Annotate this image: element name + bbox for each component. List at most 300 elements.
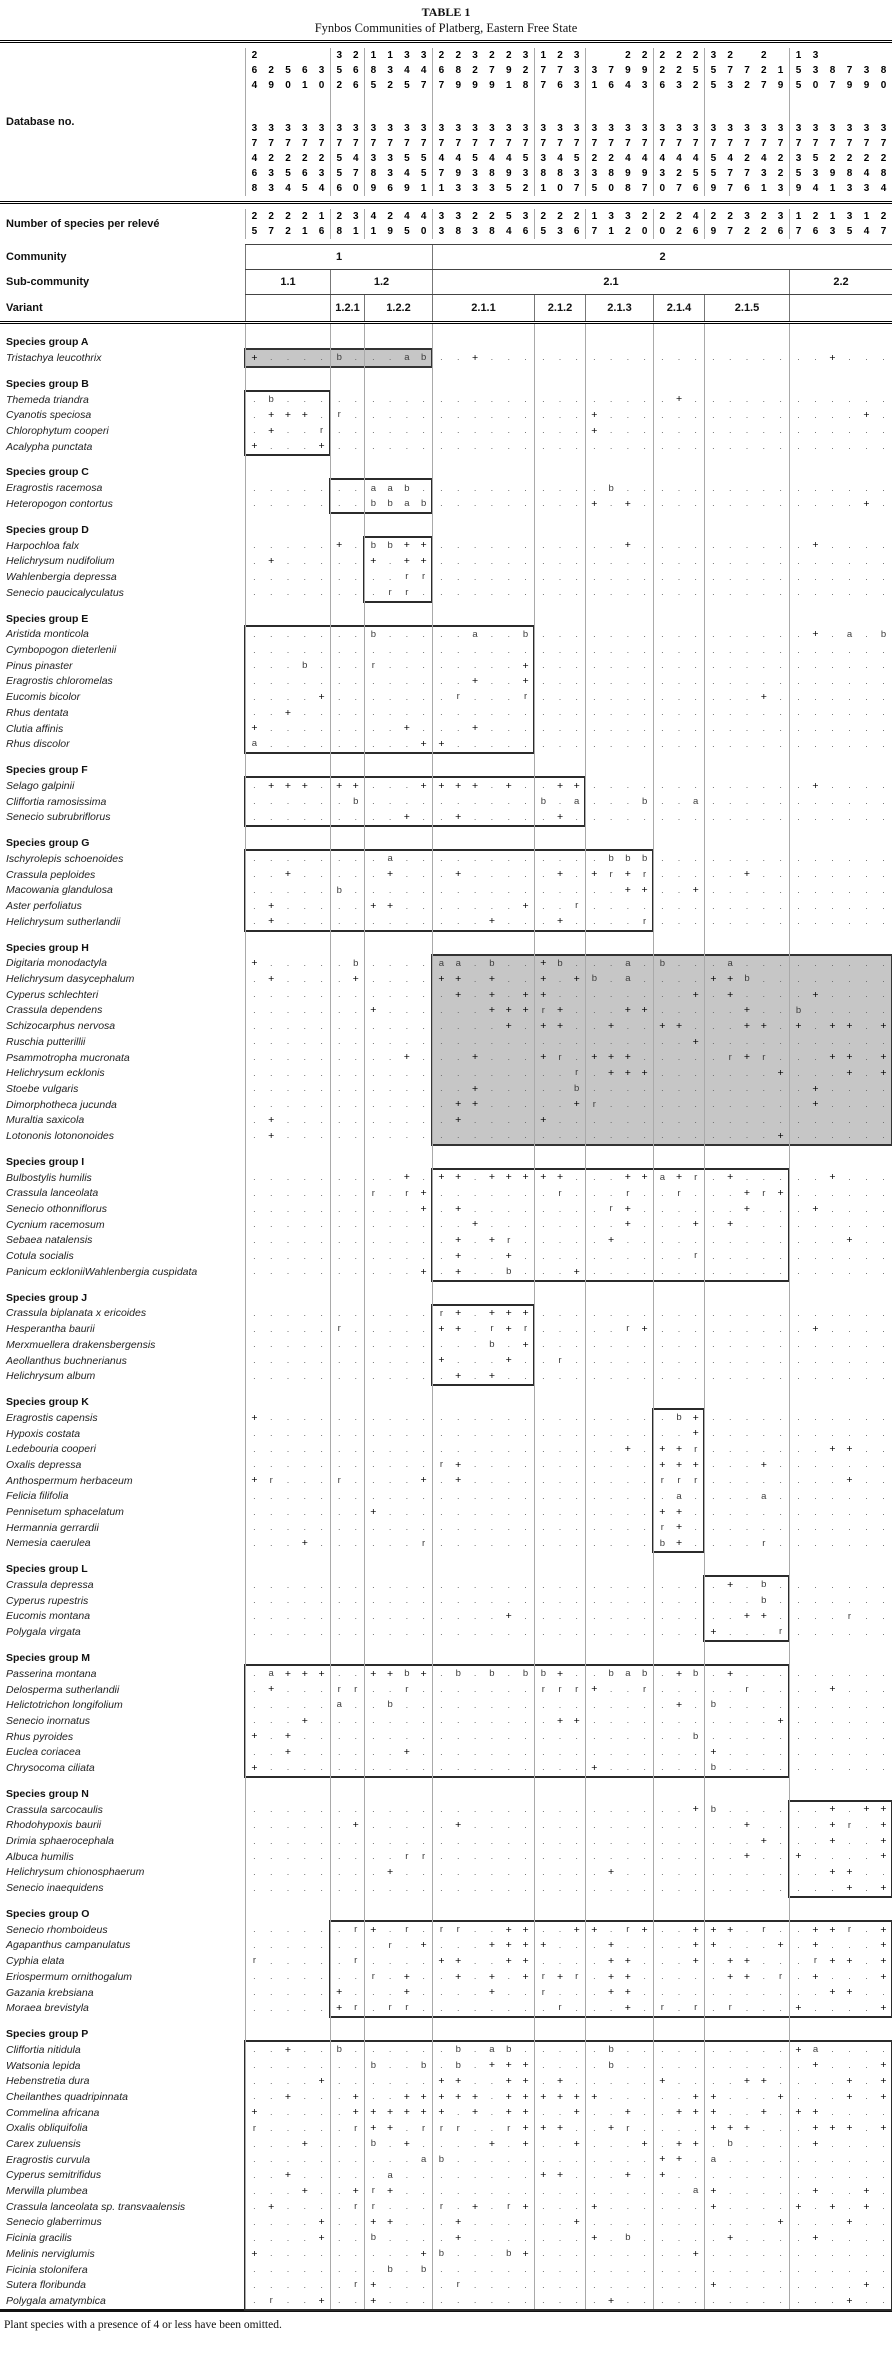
table-row [0, 1248, 892, 1264]
presence-symbol: . [269, 723, 273, 734]
presence-symbol: + [624, 868, 631, 881]
presence-symbol: . [490, 1130, 494, 1141]
group-2-cell [330, 809, 364, 825]
presence-symbol: . [286, 1475, 290, 1486]
group-9-cell [789, 930, 892, 956]
presence-symbol: . [354, 1339, 357, 1350]
group-4-cell [432, 93, 534, 121]
group-6-cell [585, 1050, 653, 1066]
presence-symbol: + [829, 1443, 836, 1456]
presence-symbol: . [354, 1866, 357, 1877]
group-5-cell [534, 1849, 585, 1865]
presence-symbol: . [745, 1668, 749, 1679]
presence-symbol: . [303, 394, 307, 405]
table-row [0, 1201, 892, 1217]
group-5-cell [534, 1593, 585, 1609]
presence-symbol: r [694, 1474, 698, 1486]
variant-row-value: 2.1.4 [653, 295, 704, 321]
presence-symbol: . [728, 587, 732, 598]
presence-symbol: . [728, 1835, 732, 1846]
presence-symbol: . [865, 1234, 868, 1245]
group-1-cell [245, 1520, 330, 1536]
group-3-cell [364, 350, 432, 366]
presence-symbol: . [286, 1684, 290, 1695]
group-7-cell [653, 1186, 704, 1202]
presence-symbol: . [507, 1699, 510, 1710]
presence-symbol: . [745, 540, 749, 551]
presence-symbol: . [354, 1323, 357, 1334]
presence-symbol: . [422, 1684, 425, 1695]
database-digit: 3 [489, 122, 495, 134]
presence-symbol: . [524, 1443, 527, 1454]
presence-symbol: . [797, 1172, 800, 1183]
group-6-cell [585, 1682, 653, 1698]
table-row [0, 930, 892, 956]
presence-symbol: . [762, 660, 766, 671]
presence-symbol: . [354, 1579, 357, 1590]
presence-symbol: . [814, 1250, 817, 1261]
presence-symbol: . [814, 409, 817, 420]
presence-symbol: . [507, 1187, 510, 1198]
presence-symbol: . [779, 1443, 782, 1454]
row-label: Muraltia saxicola [6, 1114, 85, 1127]
presence-symbol: + [727, 972, 734, 985]
presence-symbol: . [609, 1699, 613, 1710]
group-7-cell [653, 642, 704, 658]
presence-symbol: . [507, 1684, 510, 1695]
row-label: Ischyrolepis schoenoides [6, 852, 124, 865]
group-8-cell [704, 538, 789, 554]
group-4-cell [432, 1833, 534, 1849]
presence-symbol: . [269, 738, 273, 749]
presence-symbol: . [354, 644, 357, 655]
presence-symbol: . [728, 1020, 732, 1031]
presence-symbol: . [593, 1490, 596, 1501]
presence-symbol: r [269, 1474, 273, 1486]
group-2-cell [330, 1536, 364, 1552]
group-7-cell [653, 1729, 704, 1745]
presence-symbol: . [779, 1804, 782, 1815]
group-7-cell [653, 1321, 704, 1337]
presence-symbol: . [728, 644, 732, 655]
presence-symbol: . [405, 1266, 409, 1277]
row-label: Clutia affinis [6, 722, 64, 735]
presence-symbol: . [882, 1715, 885, 1726]
presence-symbol: . [507, 498, 510, 509]
presence-symbol: . [745, 1234, 749, 1245]
presence-symbol: . [422, 1412, 425, 1423]
presence-symbol: . [831, 691, 834, 702]
presence-symbol: . [814, 1172, 817, 1183]
group-3-cell [364, 1802, 432, 1818]
group-4-cell [432, 48, 534, 63]
presence-symbol: . [542, 1234, 545, 1245]
presence-symbol: . [354, 1428, 357, 1439]
presence-symbol: . [303, 1443, 307, 1454]
presence-symbol: . [728, 1443, 732, 1454]
presence-symbol: . [253, 1067, 256, 1078]
database-digit: 7 [540, 64, 547, 76]
presence-symbol: . [694, 1762, 697, 1773]
group-6-cell [585, 136, 653, 151]
presence-symbol: . [661, 1851, 664, 1862]
group-2-cell [330, 121, 364, 136]
presence-symbol: . [694, 1595, 697, 1606]
presence-symbol: . [405, 1250, 409, 1261]
presence-symbol: . [814, 1668, 817, 1679]
group-7-cell [653, 423, 704, 439]
presence-symbol: r [422, 1850, 426, 1862]
group-6-cell [585, 1186, 653, 1202]
presence-symbol: r [541, 1004, 545, 1016]
presence-symbol: . [507, 540, 510, 551]
table-row [0, 1186, 892, 1202]
group-5-cell [534, 1744, 585, 1760]
group-4-cell [432, 778, 534, 794]
presence-symbol: . [269, 989, 273, 1000]
presence-symbol: . [831, 869, 834, 880]
presence-symbol: . [593, 1715, 596, 1726]
presence-symbol: . [507, 900, 510, 911]
presence-symbol: . [507, 555, 510, 566]
group-2-cell [330, 1170, 364, 1186]
presence-symbol: . [542, 1522, 545, 1533]
presence-symbol: . [575, 1114, 578, 1125]
presence-symbol: . [593, 1819, 596, 1830]
presence-symbol: . [575, 1339, 578, 1350]
presence-symbol: + [727, 1667, 734, 1680]
presence-symbol: . [490, 1537, 494, 1548]
presence-symbol: . [626, 1083, 630, 1094]
presence-symbol: . [405, 1099, 409, 1110]
database-digit: 5 [472, 152, 478, 164]
group-5-cell [534, 392, 585, 408]
presence-symbol: . [865, 869, 868, 880]
table-row [0, 1050, 892, 1066]
presence-symbol: . [440, 1715, 443, 1726]
group-7-cell [653, 48, 704, 63]
presence-symbol: . [507, 587, 510, 598]
presence-symbol: . [712, 628, 715, 639]
group-6-cell [585, 627, 653, 643]
group-2-cell [330, 1353, 364, 1369]
database-digit: 1 [829, 182, 836, 194]
table-row [0, 752, 892, 778]
presence-symbol: . [269, 1731, 273, 1742]
presence-symbol: . [609, 1684, 613, 1695]
presence-symbol: . [593, 628, 596, 639]
presence-symbol: . [388, 571, 392, 582]
presence-symbol: . [728, 1851, 732, 1862]
database-digit: 5 [522, 152, 529, 164]
database-digit: 3 [641, 79, 648, 91]
group-2-cell [330, 914, 364, 930]
presence-symbol: . [473, 1475, 477, 1486]
presence-symbol: . [575, 691, 578, 702]
database-digit: 2 [829, 152, 836, 164]
presence-symbol: . [456, 1412, 460, 1423]
presence-symbol: . [865, 1610, 868, 1621]
species-count-digit: 3 [744, 210, 750, 222]
presence-symbol: . [745, 1715, 749, 1726]
group-7-cell [653, 151, 704, 166]
presence-symbol: . [814, 1626, 817, 1637]
presence-symbol: . [677, 1323, 681, 1334]
presence-symbol: + [352, 1819, 359, 1832]
group-1-cell [245, 121, 330, 136]
presence-symbol: . [456, 1187, 460, 1198]
presence-symbol: . [745, 738, 749, 749]
presence-symbol: . [388, 884, 392, 895]
presence-symbol: . [694, 1851, 697, 1862]
group-6-cell [585, 1097, 653, 1113]
group-8-cell [704, 48, 789, 63]
presence-symbol: . [303, 1459, 307, 1470]
database-digit: 2 [761, 49, 767, 61]
presence-symbol: . [422, 957, 425, 968]
presence-symbol: . [524, 1412, 527, 1423]
group-4-cell [432, 569, 534, 585]
presence-symbol: . [661, 1036, 664, 1047]
presence-symbol: . [303, 1307, 307, 1318]
presence-symbol: . [762, 1443, 766, 1454]
group-8-cell [704, 825, 789, 851]
presence-symbol: + [284, 706, 292, 719]
presence-symbol: . [337, 1835, 341, 1846]
presence-symbol: . [253, 1323, 256, 1334]
presence-symbol: . [779, 723, 782, 734]
presence-symbol: + [387, 868, 394, 881]
presence-symbol: . [372, 1522, 375, 1533]
database-digit: 3 [863, 182, 870, 194]
presence-symbol: . [388, 628, 392, 639]
presence-symbol: . [286, 1866, 290, 1877]
group-7-cell [653, 1536, 704, 1552]
group-4-cell [432, 1441, 534, 1457]
presence-symbol: . [320, 1804, 323, 1815]
presence-symbol: . [661, 869, 664, 880]
presence-symbol: b [761, 1579, 767, 1591]
presence-symbol: . [524, 1506, 527, 1517]
presence-symbol: . [661, 1203, 664, 1214]
group-6-cell [585, 585, 653, 601]
presence-symbol: . [286, 1626, 290, 1637]
presence-symbol: . [388, 1004, 392, 1015]
presence-symbol: . [286, 441, 290, 452]
presence-symbol: . [490, 691, 494, 702]
group-8-cell [704, 224, 789, 239]
presence-symbol: + [743, 1019, 751, 1032]
presence-symbol: . [831, 425, 834, 436]
presence-symbol: . [542, 1266, 545, 1277]
row-label: Cliffortia ramosissima [6, 795, 107, 808]
database-digit: 5 [710, 152, 717, 164]
presence-symbol: . [848, 1323, 851, 1334]
group-8-cell [704, 987, 789, 1003]
presence-symbol: + [675, 1505, 683, 1518]
presence-symbol: . [694, 1187, 697, 1198]
presence-symbol: . [354, 1412, 357, 1423]
group-7-cell [653, 987, 704, 1003]
presence-symbol: . [626, 660, 630, 671]
group-3-cell [364, 1081, 432, 1097]
presence-symbol: . [643, 1506, 646, 1517]
presence-symbol: . [779, 1172, 782, 1183]
presence-symbol: . [320, 587, 323, 598]
group-5-cell [534, 407, 585, 423]
presence-symbol: . [865, 916, 868, 927]
presence-symbol: . [372, 1020, 375, 1031]
group-6-cell [585, 658, 653, 674]
presence-symbol: . [609, 571, 613, 582]
presence-symbol: . [422, 1067, 425, 1078]
presence-symbol: . [882, 957, 885, 968]
database-digit: 2 [676, 64, 682, 76]
presence-symbol: . [661, 1266, 664, 1277]
presence-symbol: . [422, 1099, 425, 1110]
database-digit: 3 [318, 64, 325, 76]
presence-symbol: . [473, 1579, 477, 1590]
presence-symbol: + [675, 1458, 683, 1471]
group-4-cell [432, 1760, 534, 1776]
group-7-cell [653, 1201, 704, 1217]
presence-symbol: r [422, 571, 426, 583]
presence-symbol: . [253, 1522, 256, 1533]
presence-symbol: . [643, 1595, 646, 1606]
presence-symbol: . [575, 425, 578, 436]
group-4-cell [432, 1818, 534, 1834]
presence-symbol: . [882, 1130, 885, 1141]
database-digit: 3 [540, 152, 547, 164]
presence-symbol: . [405, 1114, 409, 1125]
presence-symbol: . [677, 498, 681, 509]
presence-symbol: . [609, 352, 613, 363]
presence-symbol: . [507, 989, 510, 1000]
group-3-cell [364, 439, 432, 455]
presence-symbol: . [303, 1762, 307, 1773]
presence-symbol: . [253, 1851, 256, 1862]
presence-symbol: . [320, 1323, 323, 1334]
row-label: Chrysocoma ciliata [6, 1761, 95, 1774]
presence-symbol: . [814, 1595, 817, 1606]
database-digit: 9 [795, 182, 802, 194]
group-4-cell [432, 898, 534, 914]
group-7-cell [653, 1170, 704, 1186]
presence-symbol: . [269, 1866, 273, 1877]
presence-symbol: r [523, 691, 528, 703]
presence-symbol: . [473, 660, 477, 671]
presence-symbol: . [779, 1746, 782, 1757]
presence-symbol: . [745, 1762, 749, 1773]
database-digit: 0 [812, 79, 819, 91]
group-6-cell [585, 1384, 653, 1410]
presence-symbol: . [372, 1804, 375, 1815]
presence-symbol: . [814, 853, 817, 864]
database-digit: 2 [863, 152, 870, 164]
presence-symbol: . [542, 660, 545, 671]
presence-symbol: . [882, 1172, 885, 1183]
presence-symbol: . [456, 1355, 460, 1366]
group-6-cell [585, 366, 653, 392]
presence-symbol: a [387, 482, 393, 494]
presence-symbol: . [882, 1443, 885, 1454]
presence-symbol: . [507, 1130, 510, 1141]
presence-symbol: . [626, 1804, 630, 1815]
group-8-cell [704, 121, 789, 136]
presence-symbol: . [542, 1203, 545, 1214]
presence-symbol: . [643, 1370, 646, 1381]
presence-symbol: . [456, 660, 460, 671]
table-row [0, 971, 892, 987]
presence-symbol: . [372, 1355, 375, 1366]
species-group-body [0, 851, 892, 929]
presence-symbol: + [675, 393, 683, 406]
presence-symbol: . [643, 1762, 646, 1773]
presence-symbol: . [797, 482, 800, 493]
presence-symbol: . [354, 1219, 357, 1230]
presence-symbol: . [677, 780, 681, 791]
presence-symbol: . [405, 1323, 409, 1334]
presence-symbol: + [318, 690, 325, 703]
species-group-d [0, 512, 892, 601]
presence-symbol: . [593, 989, 596, 1000]
presence-symbol: . [542, 555, 545, 566]
presence-symbol: r [643, 1683, 647, 1695]
database-digit: 1 [302, 79, 308, 91]
presence-symbol: . [524, 1835, 527, 1846]
presence-symbol: . [253, 989, 256, 1000]
presence-symbol: . [661, 796, 664, 807]
presence-symbol: . [490, 394, 494, 405]
group-2-cell [330, 1818, 364, 1834]
presence-symbol: . [320, 1339, 323, 1350]
species-count-digit: 1 [795, 210, 802, 222]
presence-symbol: . [831, 1699, 834, 1710]
group-7-cell [653, 1473, 704, 1489]
presence-symbol: . [728, 869, 732, 880]
presence-symbol: a [846, 628, 853, 640]
table-row [0, 1504, 892, 1520]
presence-symbol: . [507, 1715, 510, 1726]
presence-symbol: . [677, 555, 681, 566]
group-3-cell [364, 1776, 432, 1802]
presence-symbol: . [593, 1522, 596, 1533]
group-5-cell [534, 1353, 585, 1369]
presence-symbol: . [490, 1851, 494, 1862]
group-3-cell [364, 914, 432, 930]
presence-symbol: . [422, 1114, 425, 1125]
database-digit: 8 [557, 167, 563, 179]
species-count-digit: 3 [557, 225, 563, 237]
group-2-cell [330, 350, 364, 366]
presence-symbol: . [405, 1866, 409, 1877]
presence-symbol: . [354, 498, 357, 509]
presence-symbol: . [422, 394, 425, 405]
presence-symbol: . [473, 1762, 477, 1773]
presence-symbol: . [728, 723, 732, 734]
presence-symbol: . [524, 853, 527, 864]
presence-symbol: . [405, 409, 409, 420]
presence-symbol: . [848, 1699, 851, 1710]
presence-symbol: . [745, 555, 749, 566]
presence-symbol: . [609, 1172, 613, 1183]
presence-symbol: + [675, 1537, 683, 1550]
database-digit: 9 [268, 79, 274, 91]
presence-symbol: . [372, 723, 375, 734]
presence-symbol: + [540, 1051, 547, 1064]
presence-symbol: . [661, 973, 664, 984]
presence-symbol: . [797, 1579, 800, 1590]
